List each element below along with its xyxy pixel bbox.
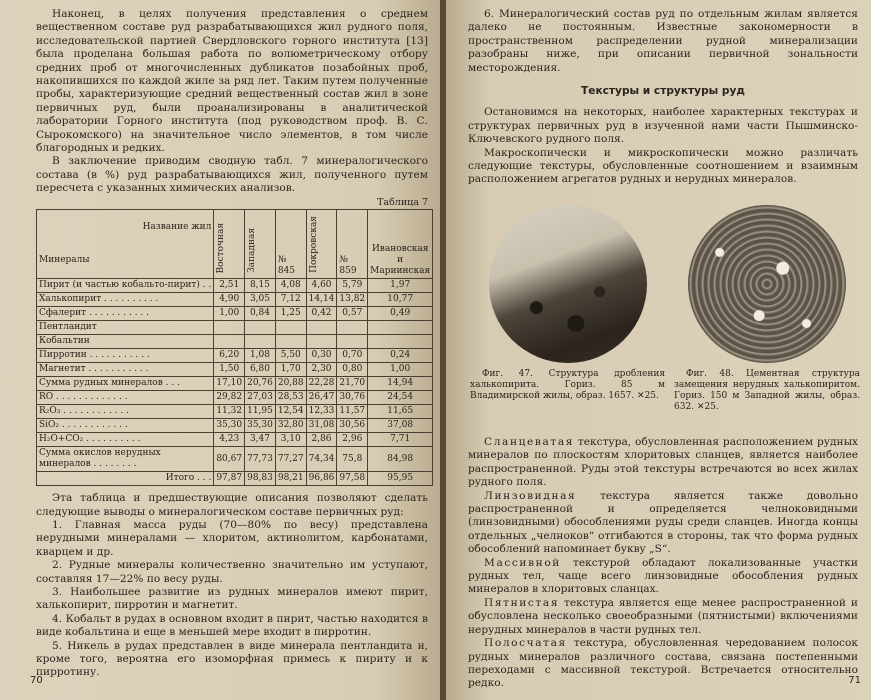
table-row: Пирит (и частью кобальто-пирит) . . 2,51 8,15 4,08 4,60 5,79 1,97 — [37, 279, 433, 293]
column-header: Западная — [245, 210, 276, 279]
table-row: RO . . . . . . . . . . . . . 29,82 27,03 28,53 26,47 30,76 24,54 — [37, 391, 433, 405]
table-body — [37, 279, 433, 486]
page-number: 70 — [30, 675, 43, 686]
mineral-table — [36, 209, 433, 486]
column-header: № 845 — [275, 210, 306, 279]
table-caption: Таблица 7 — [377, 196, 428, 208]
texture-term: Полосчатая — [484, 637, 567, 650]
table-row-sum-ore: Сумма рудных минералов . . . 17,10 20,76 20,88 22,28 21,70 14,94 — [37, 377, 433, 391]
figures — [470, 205, 860, 430]
texture-schistose: Сланцеватая текстура, обусловленная расположением рудных минералов по плоскостям хлоритовых сланцев, является наиболее распространенной. Руды этой текстуры встречаются во всех жилах рудного поля. — [468, 436, 858, 489]
section-heading: Текстуры и структуры руд — [581, 85, 745, 98]
texture-banded: Полосчатая текстура, обусловленная чередованием полосок рудных минералов различного состава, связана постепенными переходами с массивной текстурой. Встречается относительно редко. — [468, 637, 858, 690]
texture-lenticular: Линзовидная текстура является также довольно распространенной и определяется челноковидными (линзовидными) обособлениями руды среди сланцев. Иногда концы отдельных „челноков“ отгибаются в стороны, так что форма рудных обособлений напоминает букву „S“. — [468, 489, 858, 556]
table-row: Пентландит — [37, 321, 433, 335]
column-header: Восточная — [214, 210, 245, 279]
table-row: Халькопирит . . . . . . . . . . 4,90 3,05 7,12 14,14 13,82 10,77 — [37, 293, 433, 307]
right-paragraph-1: 6. Минералогический состав руд по отдельным жилам является далеко не постоянным. Известные закономерности в пространственном распределении рудной минерализации разобраны ниже, при описании первичной зональности месторождения. — [468, 8, 858, 74]
conclusion-item: 1. Главная масса руды (70—80% по весу) представлена нерудными минералами — хлоритом, актинолитом, карбонатами, кварцем и др. — [36, 518, 428, 558]
texture-term: Массивной — [484, 556, 561, 569]
left-text-column — [36, 8, 431, 680]
table-row: R₂O₃ . . . . . . . . . . . . 11,32 11,95 12,54 12,33 11,57 11,65 — [37, 405, 433, 419]
figure-48-caption: Фиг. 48. Цементная структура замещения нерудных халькопиритом. Гориз. 150 м Западной жилы, образ. 632. ✕25. — [674, 369, 860, 412]
right-text-column-bottom — [468, 436, 858, 691]
micrograph-crushing-structure — [489, 205, 647, 363]
table-row: Магнетит . . . . . . . . . . . 1,50 6,80 1,70 2,30 0,80 1,00 — [37, 363, 433, 377]
column-header: № 859 — [337, 210, 368, 279]
texture-spotted: Пятнистая текстура является еще менее распространенной и обусловлена несколько своеобразными (пятнистыми) включениями нерудных минералов в части рудных тел. — [468, 596, 858, 636]
right-paragraph-3: Макроскопически и микроскопически можно различать следующие текстуры, обусловленные соотношением и взаимным расположением агрегатов рудных и нерудных минералов. — [468, 146, 858, 186]
right-paragraph-2: Остановимся на некоторых, наиболее характерных текстурах и структурах первичных руд в изученной нами части Пышминско-Ключевского рудного поля. — [468, 106, 858, 146]
column-header: Покровская — [306, 210, 337, 279]
table-header-row — [37, 210, 433, 279]
corner-top-label: Название жил — [142, 222, 212, 233]
table-row: H₂O+CO₂ . . . . . . . . . . 4,23 3,47 3,10 2,86 2,96 7,71 — [37, 433, 433, 447]
right-page — [446, 0, 871, 700]
page-number: 71 — [848, 675, 861, 686]
conclusion-item: 4. Кобальт в рудах в основном входит в пирит, частью находится в виде кобальтина и еще в меньшей мере входит в пирротин. — [36, 612, 428, 639]
micrograph-cement-structure — [688, 205, 846, 363]
table-row: SiO₂ . . . . . . . . . . . . 35,30 35,30 32,80 31,08 30,56 37,08 — [37, 419, 433, 433]
left-paragraph-2: В заключение приводим сводную табл. 7 минералогического состава (в %) руд разрабатывающихся жил, полученного путем пересчета с указанных химических анализов. — [36, 155, 428, 195]
figure-48 — [674, 205, 860, 413]
conclusion-item: 5. Никель в рудах представлен в виде минерала пентландита и, кроме того, вероятна его изоморфная примесь к пириту и к пирротину. — [36, 639, 428, 679]
table-row: Сфалерит . . . . . . . . . . . 1,00 0,84 1,25 0,42 0,57 0,49 — [37, 307, 433, 321]
table-row: Кобальтин — [37, 335, 433, 349]
conclusion-item: 3. Наибольшее развитие из рудных минералов имеют пирит, халькопирит, пирротин и магнетит. — [36, 585, 428, 612]
table-corner-header — [37, 210, 214, 279]
column-header: Ивановская и Мариинская — [368, 210, 433, 279]
table-row-sum-oxides: Сумма окислов нерудных минералов . . . . . . . . 80,67 77,73 77,27 74,34 75,8 84,98 — [37, 447, 433, 472]
texture-term: Пятнистая — [484, 596, 560, 609]
table-row-total: Итого . . . 97,87 98,83 98,21 96,86 97,58 95,95 — [37, 472, 433, 486]
texture-term: Линзовидная — [484, 489, 577, 502]
texture-massive: Массивной текстурой обладают локализованные участки рудных тел, чаще всего линзовидные обособления рудных минералов в хлоритовых сланцах. — [468, 556, 858, 596]
right-text-column-top — [468, 8, 858, 187]
left-paragraph-1: Наконец, в целях получения представления о среднем вещественном составе руд разрабатывающихся жил рудного поля, исследовательской партией Свердловского горного института [13] была проделана большая работа по волюметрическому отбору средних проб от многочисленных дубликатов позабойных проб, накопившихся по каждой жиле за ряд лет. Таким путем полученные пробы, характеризующие средний вещественный состав жил в зоне первичных руд, были проанализированы в аналитической лаборатории Горного института (под руководством проф. В. С. Сырокомского) на значительное число элементов, в том числе благородных и редких. — [36, 8, 428, 155]
conclusion-item: 2. Рудные минералы количественно значительно им уступают, составляя 17—22% по весу руды. — [36, 559, 428, 585]
figure-47 — [470, 205, 665, 402]
left-paragraph-3: Эта таблица и предшествующие описания позволяют сделать следующие выводы о минералогическом составе первичных руд: — [36, 492, 428, 518]
corner-bottom-label: Минералы — [39, 255, 90, 266]
texture-term: Сланцеватая — [484, 436, 575, 448]
figure-47-caption: Фиг. 47. Структура дробления халькопирита. Гориз. 85 м Владимирской жилы, образ. 1657. ✕25. — [470, 369, 665, 401]
table-row: Пирротин . . . . . . . . . . . 6,20 1,08 5,50 0,30 0,70 0,24 — [37, 349, 433, 363]
